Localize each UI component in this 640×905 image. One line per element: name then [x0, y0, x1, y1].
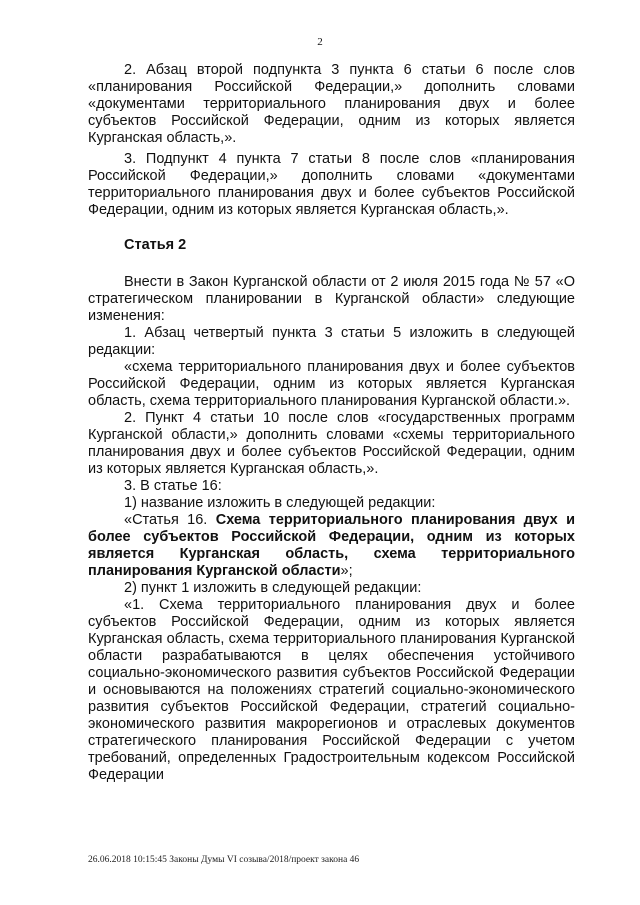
footer-stamp: 26.06.2018 10:15:45 Законы Думы VI созыва/2018/проект закона 46: [88, 855, 360, 865]
article-heading: Статья 2: [124, 237, 187, 253]
paragraph-7: 3. В статье 16:: [124, 478, 222, 494]
paragraph-4: 1. Абзац четвертый пункта 3 статьи 5 изложить в следующей редакции:: [88, 325, 575, 358]
paragraph-9: [88, 512, 575, 580]
paragraph-5: «схема территориального планирования двух и более субъектов Российской Федерации, одним из которых является Курганская область, схема территориального планирования Курганской области.».: [88, 359, 575, 409]
document-body: [88, 62, 575, 784]
paragraph-1: 2. Абзац второй подпункта 3 пункта 6 статьи 6 после слов «планирования Российской Федерации,» дополнить словами «документами территориального планирования двух и более субъектов Российской Федерации, одним из которых является Курганская область,».: [88, 62, 575, 146]
page-number: 2: [317, 36, 323, 48]
paragraph-2: 3. Подпункт 4 пункта 7 статьи 8 после слов «планирования Российской Федерации,» дополнить словами «документами территориального планирования двух и более субъектов Российской Федерации, одним из которых является Курганская область,».: [88, 151, 575, 218]
paragraph-8: 1) название изложить в следующей редакции:: [124, 495, 436, 511]
paragraph-10: 2) пункт 1 изложить в следующей редакции:: [124, 580, 422, 596]
paragraph-11: «1. Схема территориального планирования двух и более субъектов Российской Федерации, одним из которых является Курганская область, схема территориального планирования Курганской области разрабатываются в целях обеспечения устойчивого социально-экономического развития субъектов Российской Федерации и основываются на положениях стратегий социально-экономического развития субъектов Российской Федерации, стратегий социально-экономического развития макрорегионов и отраслевых документов стратегического планирования Российской Федерации с учетом требований, определенных Градостроительным кодексом Российской Федерации: [88, 597, 575, 783]
paragraph-6: 2. Пункт 4 статьи 10 после слов «государственных программ Курганской области,» дополнить словами «схемы территориального планирования двух и более субъектов Российской Федерации, одним из которых является Курганская область,».: [88, 410, 575, 477]
paragraph-3: Внести в Закон Курганской области от 2 июля 2015 года № 57 «О стратегическом планировании в Курганской области» следующие изменения:: [88, 274, 575, 324]
paragraph-9-suffix: »;: [340, 563, 353, 579]
paragraph-9-prefix: «Статья 16.: [124, 512, 216, 528]
paragraph-9-bold: Схема территориального планирования двух и более субъектов Российской Федерации, одним из которых является Курганская область, схема территориального планирования Курганской области: [88, 512, 576, 579]
